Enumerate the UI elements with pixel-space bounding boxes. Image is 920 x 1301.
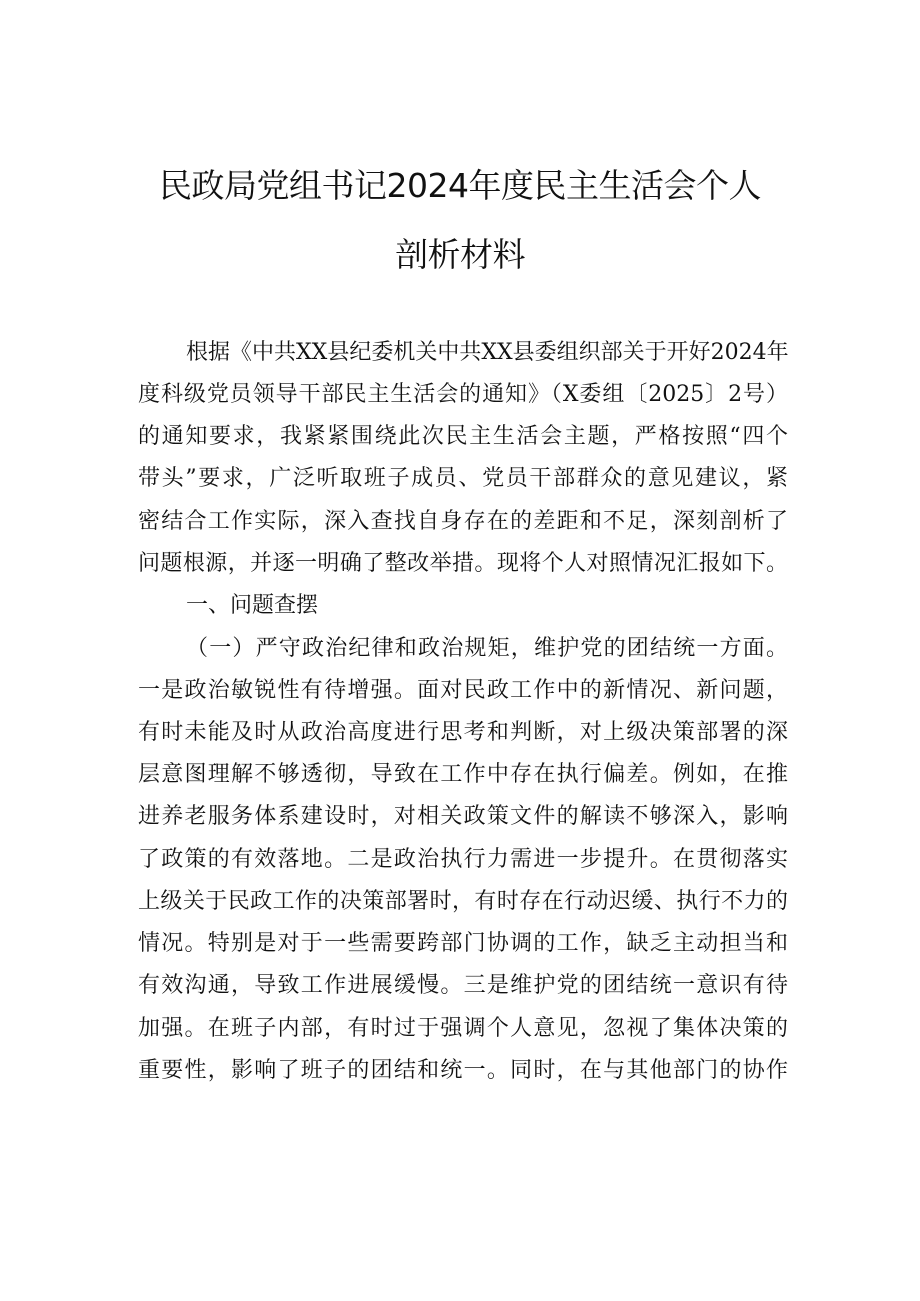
paragraph-line: 有时未能及时从政治高度进行思考和判断，对上级决策部署的深	[138, 720, 788, 745]
paragraph-line: 情况。特别是对于一些需要跨部门协调的工作，缺乏主动担当和	[138, 931, 788, 956]
section-heading: 一、问题查摆	[186, 593, 319, 618]
paragraph-line: 了政策的有效落地。二是政治执行力需进一步提升。在贯彻落实	[138, 847, 788, 872]
paragraph-line: 一是政治敏锐性有待增强。面对民政工作中的新情况、新问题，	[138, 678, 788, 703]
paragraph-line: 有效沟通，导致工作进展缓慢。三是维护党的团结统一意识有待	[138, 973, 788, 998]
paragraph-line: 根据《中共XX县纪委机关中共XX县委组织部关于开好2024年	[186, 340, 789, 365]
paragraph-line: 上级关于民政工作的决策部署时，有时存在行动迟缓、执行不力的	[138, 889, 788, 914]
document-title-line-1: 民政局党组书记2024年度民主生活会个人	[159, 166, 761, 205]
paragraph-line: 重要性，影响了班子的团结和统一。同时，在与其他部门的协作	[138, 1058, 788, 1083]
paragraph-line: 问题根源，并逐一明确了整改举措。现将个人对照情况汇报如下。	[138, 551, 788, 576]
document-title-line-2: 剖析材料	[395, 235, 525, 274]
paragraph-line: 度科级党员领导干部民主生活会的通知》（X委组〔2025〕2号）	[138, 382, 788, 407]
paragraph-line: 的通知要求，我紧紧围绕此次民主生活会主题，严格按照“四个	[138, 424, 788, 449]
paragraph-line: 层意图理解不够透彻，导致在工作中存在执行偏差。例如，在推	[138, 762, 788, 787]
paragraph-line: 加强。在班子内部，有时过于强调个人意见，忽视了集体决策的	[138, 1016, 788, 1041]
paragraph-line: 带头”要求，广泛听取班子成员、党员干部群众的意见建议，紧	[138, 466, 788, 491]
paragraph-line: 密结合工作实际，深入查找自身存在的差距和不足，深刻剖析了	[138, 509, 788, 534]
paragraph-line: （一）严守政治纪律和政治规矩，维护党的团结统一方面。	[186, 636, 788, 661]
paragraph-line: 进养老服务体系建设时，对相关政策文件的解读不够深入，影响	[138, 804, 788, 829]
